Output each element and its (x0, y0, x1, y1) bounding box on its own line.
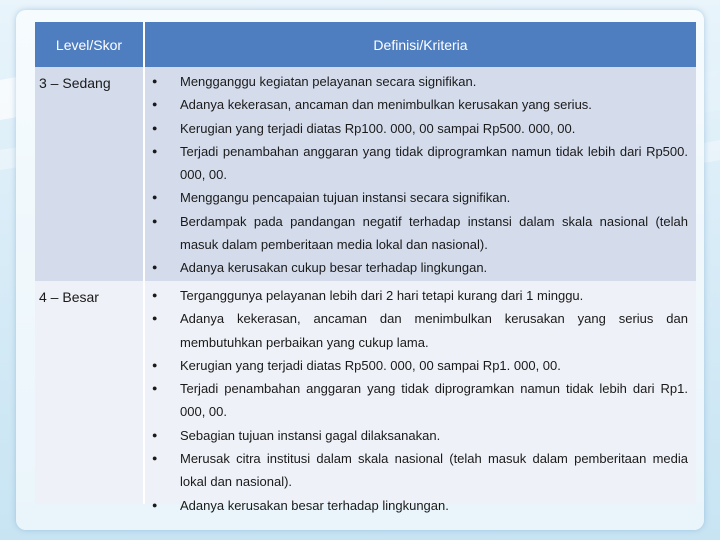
list-item (145, 210, 688, 257)
criteria-text: Adanya kerusakan besar terhadap lingkungan. (180, 497, 449, 513)
criteria-text: Berdampak pada pandangan negatif terhadap instansi dalam skala nasional (telah masuk dalam pemberitaan media lokal dan nasional). (180, 213, 688, 253)
criteria-text: Adanya kerusakan cukup besar terhadap lingkungan. (180, 260, 488, 276)
table-row-sedang (35, 67, 696, 281)
list-item (145, 377, 688, 424)
level-cell-besar: 4 – Besar (35, 281, 144, 504)
list-item (145, 93, 688, 116)
bullet-dot-icon: ● (152, 76, 158, 86)
list-item (145, 284, 688, 307)
criteria-text: Adanya kekerasan, ancaman dan menimbulkan kerusakan yang serius dan membutuhkan perbaikan yang cukup lama. (180, 311, 688, 350)
criteria-list-besar (145, 281, 696, 513)
bullet-dot-icon: ● (152, 99, 158, 110)
criteria-list-sedang (145, 67, 696, 281)
bullet-dot-icon: ● (152, 499, 158, 510)
bullet-dot-icon: ● (152, 429, 158, 440)
header-definition: Definisi/Kriteria (144, 22, 696, 67)
criteria-text: Sebagian tujuan instansi gagal dilaksanakan. (180, 427, 441, 443)
bullet-dot-icon: ● (152, 262, 158, 273)
list-item (145, 140, 688, 187)
criteria-text: Adanya kekerasan, ancaman dan menimbulkan kerusakan yang serius. (180, 97, 592, 113)
bullet-dot-icon: ● (152, 192, 158, 203)
list-item (145, 70, 688, 93)
bullet-dot-icon: ● (152, 359, 158, 370)
criteria-cell-besar (144, 281, 696, 513)
table-header-row (35, 22, 696, 67)
list-item (145, 186, 688, 209)
criteria-cell-sedang (144, 67, 696, 281)
header-level: Level/Skor (35, 22, 144, 67)
list-item (145, 307, 688, 354)
bullet-dot-icon: ● (152, 290, 158, 300)
table-row-besar (35, 281, 696, 504)
bullet-dot-icon: ● (152, 145, 158, 156)
criteria-text: Merusak citra institusi dalam skala nasional (telah masuk dalam pemberitaan media lokal dan nasional). (180, 451, 688, 490)
list-item (145, 256, 688, 279)
criteria-text: Terganggunya pelayanan lebih dari 2 hari tetapi kurang dari 1 minggu. (180, 288, 584, 303)
criteria-text: Kerugian yang terjadi diatas Rp100. 000, 00 sampai Rp500. 000, 00. (180, 120, 576, 136)
list-item (145, 117, 688, 140)
level-cell-sedang: 3 – Sedang (35, 67, 144, 281)
criteria-text: Menggangu pencapaian tujuan instansi secara signifikan. (180, 190, 511, 206)
list-item (145, 424, 688, 447)
bullet-dot-icon: ● (152, 383, 158, 394)
list-item (145, 447, 688, 494)
bullet-dot-icon: ● (152, 453, 158, 464)
list-item (145, 494, 688, 517)
criteria-text: Terjadi penambahan anggaran yang tidak diprogramkan namun tidak lebih dari Rp500. 000, 00. (180, 143, 688, 183)
list-item (145, 354, 688, 377)
criteria-text: Terjadi penambahan anggaran yang tidak diprogramkan namun tidak lebih dari Rp1. 000, 00. (180, 381, 688, 420)
criteria-text: Kerugian yang terjadi diatas Rp500. 000, 00 sampai Rp1. 000, 00. (180, 357, 561, 373)
criteria-text: Mengganggu kegiatan pelayanan secara signifikan. (180, 74, 477, 89)
bullet-dot-icon: ● (152, 122, 158, 133)
bullet-dot-icon: ● (152, 313, 158, 324)
bullet-dot-icon: ● (152, 215, 158, 226)
criteria-table (35, 22, 696, 513)
